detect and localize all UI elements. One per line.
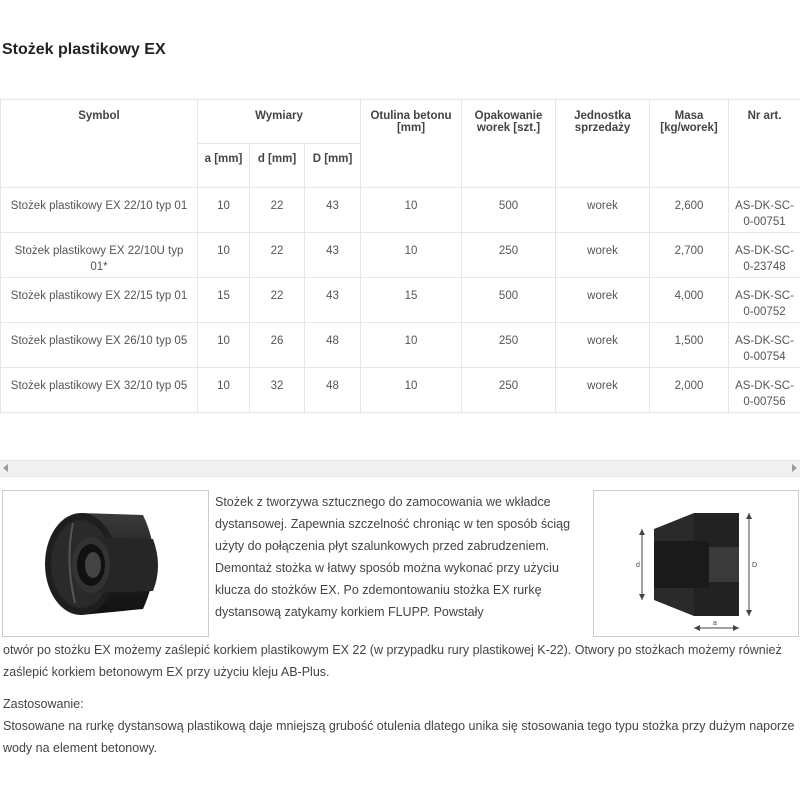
header-D: D [mm] xyxy=(305,144,361,188)
cell-opakowanie: 500 xyxy=(462,188,556,233)
page-title: Stożek plastikowy EX xyxy=(2,41,166,58)
label-D: D xyxy=(752,562,758,569)
cell-D: 43 xyxy=(305,188,361,233)
cell-symbol: Stożek plastikowy EX 32/10 typ 05 xyxy=(1,368,198,413)
cell-symbol: Stożek plastikowy EX 26/10 typ 05 xyxy=(1,323,198,368)
zastosowanie-section xyxy=(3,693,798,759)
header-symbol: Symbol xyxy=(1,100,198,188)
cell-symbol: Stożek plastikowy EX 22/10 typ 01 xyxy=(1,188,198,233)
plastic-cone-image xyxy=(3,491,208,636)
cell-jednostka: worek xyxy=(556,368,650,413)
cell-a: 10 xyxy=(198,368,250,413)
technical-drawing xyxy=(593,490,799,637)
header-jednostka: Jednostka sprzedaży xyxy=(556,100,650,188)
header-otulina: Otulina betonu [mm] xyxy=(361,100,462,188)
cell-otulina: 10 xyxy=(361,233,462,278)
table-row xyxy=(1,188,800,233)
description-continued: otwór po stożku EX możemy zaślepić korkiem plastikowym EX 22 (w przypadku rury plastikowej K-22). Otwory po stożkach możemy również zaślepić korkiem betonowym EX przy użyciu kleju AB-Plus. xyxy=(3,643,782,679)
header-nr-art: Nr art. xyxy=(729,100,800,188)
cell-otulina: 10 xyxy=(361,368,462,413)
header-opakowanie: Opakowanie worek [szt.] xyxy=(462,100,556,188)
cell-opakowanie: 500 xyxy=(462,278,556,323)
cell-jednostka: worek xyxy=(556,188,650,233)
product-table xyxy=(0,99,800,413)
cell-otulina: 10 xyxy=(361,323,462,368)
cell-masa: 1,500 xyxy=(650,323,729,368)
cell-nr-art: AS-DK-SC-0-00751 xyxy=(729,188,800,233)
cell-jednostka: worek xyxy=(556,233,650,278)
table-row xyxy=(1,323,800,368)
description-text: Stożek z tworzywa sztucznego do zamocowania we wkładce dystansowej. Zapewnia szczelność chroniąc w ten sposób ściąg użyty do połączenia płyt szalunkowych przed zabrudzeniem. Demontaż stożka w łatwy sposób można wykonać przy użyciu klucza do stożków EX. Po zdemontowaniu stożka EX rurkę dystansową zatykamy korkiem FLUPP. Powstały xyxy=(215,495,571,619)
cell-opakowanie: 250 xyxy=(462,368,556,413)
cell-nr-art: AS-DK-SC-0-00752 xyxy=(729,278,800,323)
scroll-right-arrow-icon[interactable] xyxy=(792,464,797,472)
cell-otulina: 10 xyxy=(361,188,462,233)
cell-symbol: Stożek plastikowy EX 22/15 typ 01 xyxy=(1,278,198,323)
cell-masa: 4,000 xyxy=(650,278,729,323)
cell-D: 43 xyxy=(305,233,361,278)
header-masa: Masa [kg/worek] xyxy=(650,100,729,188)
table-row xyxy=(1,278,800,323)
cell-otulina: 15 xyxy=(361,278,462,323)
cell-D: 48 xyxy=(305,368,361,413)
header-wymiary: Wymiary xyxy=(198,100,361,144)
cell-D: 48 xyxy=(305,323,361,368)
table-row xyxy=(1,233,800,278)
cell-nr-art: AS-DK-SC-0-00754 xyxy=(729,323,800,368)
cell-nr-art: AS-DK-SC-0-00756 xyxy=(729,368,800,413)
cell-masa: 2,700 xyxy=(650,233,729,278)
cell-masa: 2,000 xyxy=(650,368,729,413)
cell-a: 10 xyxy=(198,233,250,278)
cell-jednostka: worek xyxy=(556,278,650,323)
cell-a: 10 xyxy=(198,188,250,233)
cell-D: 43 xyxy=(305,278,361,323)
cell-a: 10 xyxy=(198,323,250,368)
cell-jednostka: worek xyxy=(556,323,650,368)
table-row xyxy=(1,368,800,413)
cell-a: 15 xyxy=(198,278,250,323)
header-a: a [mm] xyxy=(198,144,250,188)
label-d: d xyxy=(636,562,640,569)
header-d: d [mm] xyxy=(250,144,305,188)
cell-d: 22 xyxy=(250,233,305,278)
cone-dimension-drawing xyxy=(594,491,798,636)
cell-d: 26 xyxy=(250,323,305,368)
cell-d: 22 xyxy=(250,188,305,233)
cell-opakowanie: 250 xyxy=(462,233,556,278)
cell-symbol: Stożek plastikowy EX 22/10U typ 01* xyxy=(1,233,198,278)
zastosowanie-text: Stosowane na rurkę dystansową plastikową daje mniejszą grubość otulenia dlatego unika się stosowania tego typu stożka przy dużym naporze wody na element betonowy. xyxy=(3,719,795,755)
horizontal-scrollbar[interactable] xyxy=(0,460,800,477)
scroll-left-arrow-icon[interactable] xyxy=(3,464,8,472)
zastosowanie-heading: Zastosowanie: xyxy=(3,697,84,711)
cell-d: 22 xyxy=(250,278,305,323)
cell-d: 32 xyxy=(250,368,305,413)
label-a: a xyxy=(713,620,717,627)
cell-nr-art: AS-DK-SC-0-23748 xyxy=(729,233,800,278)
product-photo xyxy=(2,490,209,637)
cell-masa: 2,600 xyxy=(650,188,729,233)
cell-opakowanie: 250 xyxy=(462,323,556,368)
